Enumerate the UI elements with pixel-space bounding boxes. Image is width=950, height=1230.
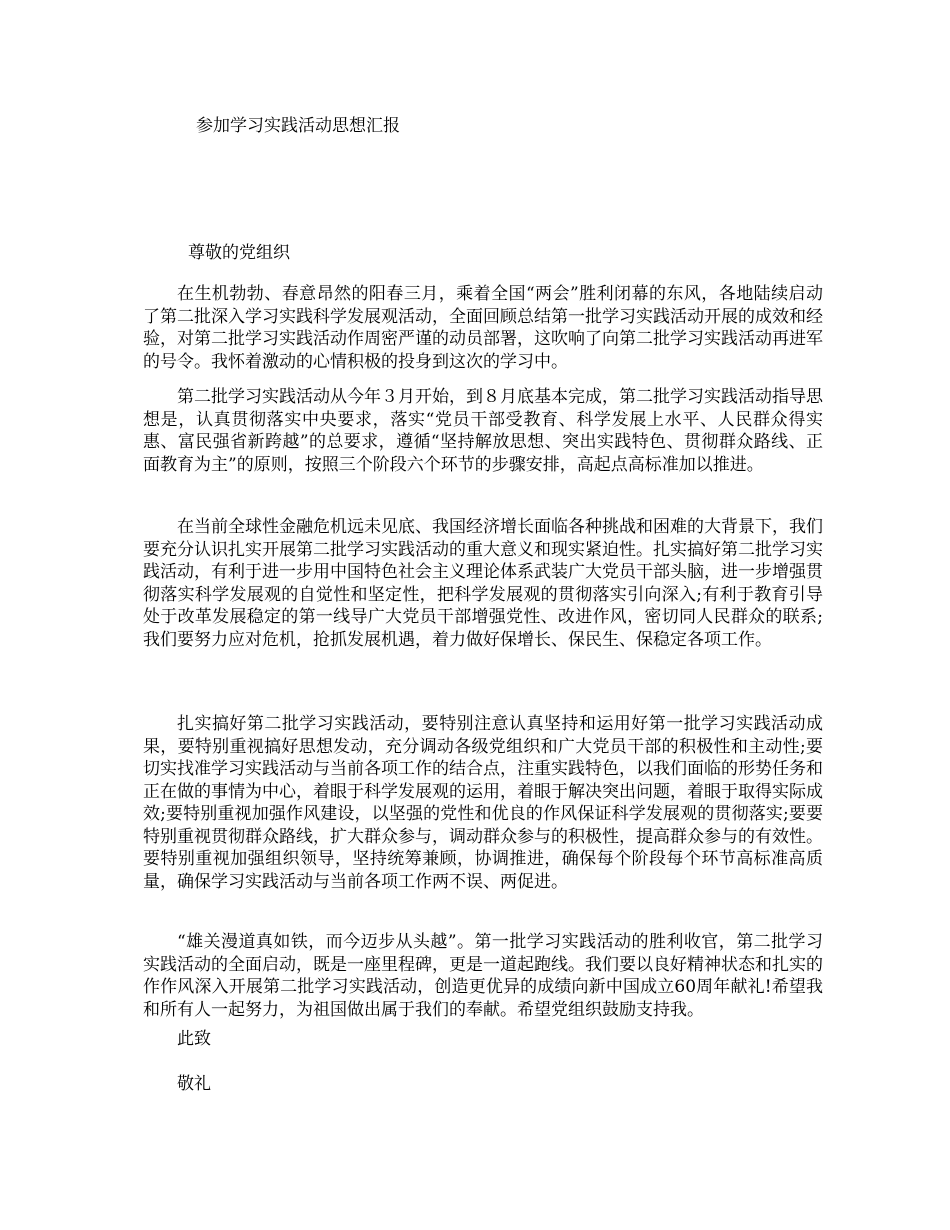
closing-line: 敬礼 [177, 1074, 211, 1094]
body-paragraph: “雄关漫道真如铁，而今迈步从头越”。第一批学习实践活动的胜利收官，第二批学习实践活动的全面启动，既是一座里程碑，更是一道起跑线。我们要以良好精神状态和扎实的作作风深入开展第二批学习实践活动，创造更优异的成绩向新中国成立60周年献礼!希望我和所有人一起努力，为祖国做出属于我们的奉献。希望党组织鼓励支持我。 [143, 932, 823, 1020]
document-title: 参加学习实践活动思想汇报 [196, 116, 400, 136]
body-paragraph: 在当前全球性金融危机远未见底、我国经济增长面临各种挑战和困难的大背景下，我们要充分认识扎实开展第二批学习实践活动的重大意义和现实紧迫性。扎实搞好第二批学习实践活动，有利于进一步用中国特色社会主义理论体系武装广大党员干部头脑，进一步增强贯彻落实科学发展观的自觉性和坚定性，把科学发展观的贯彻落实引向深入;有利于教育引导处于改革发展稳定的第一线导广大党员干部增强党性、改进作风，密切同人民群众的联系;我们要努力应对危机，抢抓发展机遇，着力做好保增长、保民生、保稳定各项工作。 [143, 517, 823, 650]
salutation: 尊敬的党组织 [188, 243, 290, 263]
closing-line: 此致 [177, 1029, 211, 1049]
body-paragraph: 在生机勃勃、春意昂然的阳春三月，乘着全国“两会”胜利闭幕的东风，各地陆续启动了第二批深入学习实践科学发展观活动，全面回顾总结第一批学习实践活动开展的成效和经验，对第二批学习实践活动作周密严谨的动员部署，这吹响了向第二批学习实践活动再进军的号令。我怀着激动的心情积极的投身到这次的学习中。 [143, 284, 823, 372]
body-paragraph: 第二批学习实践活动从今年３月开始，到８月底基本完成，第二批学习实践活动指导思想是，认真贯彻落实中央要求，落实“党员干部受教育、科学发展上水平、人民群众得实惠、富民强省新跨越”的总要求，遵循“坚持解放思想、突出实践特色、贯彻群众路线、正面教育为主”的原则，按照三个阶段六个环节的步骤安排，高起点高标准加以推进。 [143, 387, 823, 475]
body-paragraph: 扎实搞好第二批学习实践活动，要特别注意认真坚持和运用好第一批学习实践活动成果，要特别重视搞好思想发动，充分调动各级党组织和广大党员干部的积极性和主动性;要切实找准学习实践活动与当前各项工作的结合点，注重实践特色，以我们面临的形势任务和正在做的事情为中心，着眼于科学发展观的运用，着眼于解决突出问题，着眼于取得实际成效;要特别重视加强作风建设，以坚强的党性和优良的作风保证科学发展观的贯彻落实;要要特别重视贯彻群众路线，扩大群众参与，调动群众参与的积极性，提高群众参与的有效性。要特别重视加强组织领导，坚持统筹兼顾，协调推进，确保每个阶段每个环节高标准高质量，确保学习实践活动与当前各项工作两不误、两促进。 [143, 714, 823, 892]
